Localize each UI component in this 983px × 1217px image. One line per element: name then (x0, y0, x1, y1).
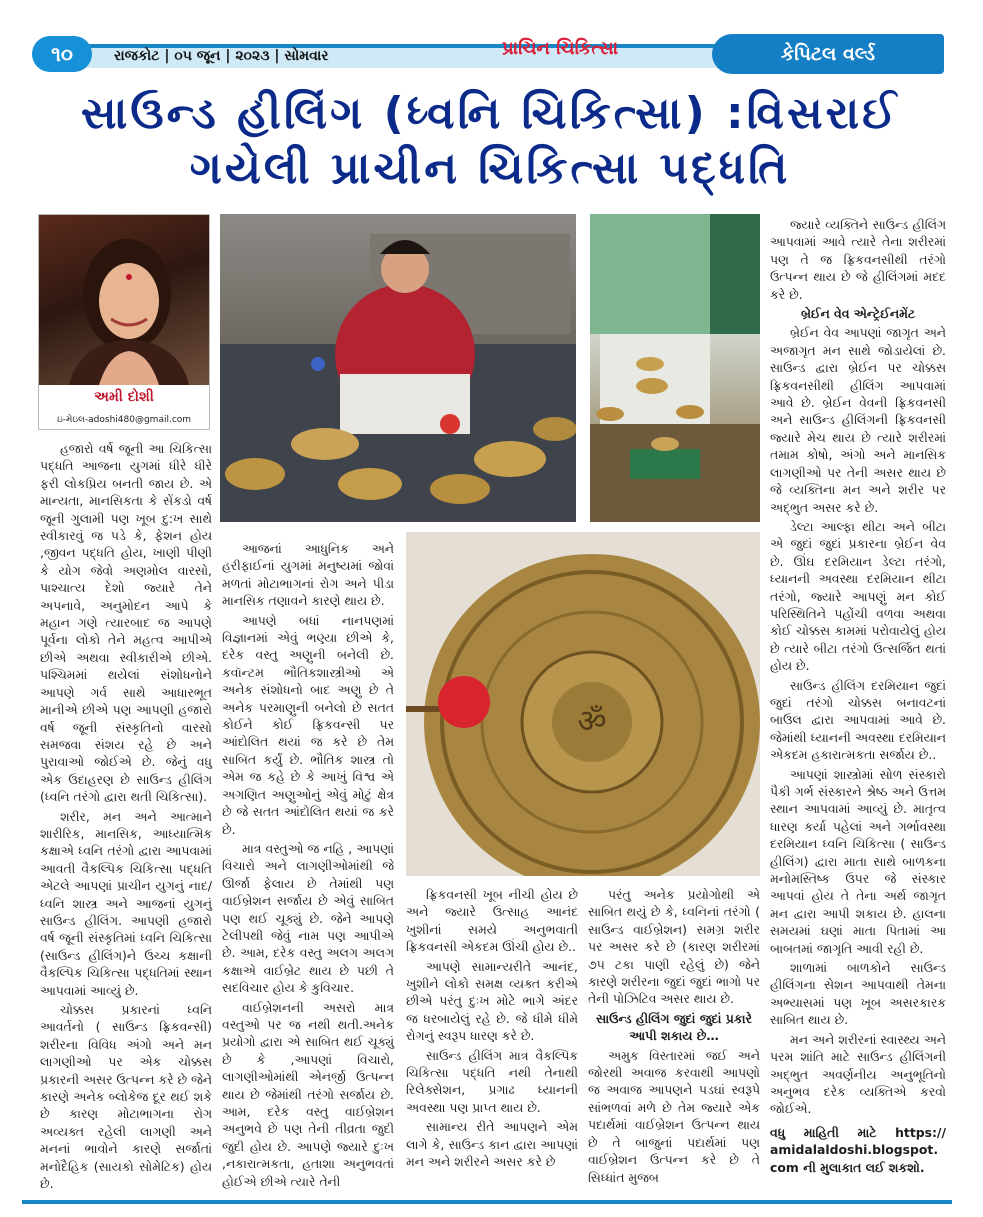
svg-text:ॐ: ॐ (577, 702, 607, 740)
paragraph: સાઉન્ડ હીલિંગ દરમિયાન જુદાં જુદાં તરંગો ચોક્કસ બનાવટનાં બાઉલ દ્વારા આપવામાં આવે છે. જેમાંથી ધ્યાનની અવસ્થા દરમિયાન એકદમ હકારાત્મકતા સર્જાય છે.. (770, 677, 946, 763)
paragraph: હજારો વર્ષ જૂની આ ચિકિત્સા પદ્ધતિ આજના યુગમાં ધીરે ધીરે ફરી લોકપ્રિય બનતી જાય છે. એ માન્યતા, માનસિકતા કે સેંકડો વર્ષ જૂની ગુલામી પણ ખૂબ દુ:ખ સાથે સ્વીકારવું જ પડે કે, ફેશન હોય ,જીવન પદ્ધતિ હોય, ખાણી પીણી કે યોગ જેવો અણમોલ વારસો, પાશ્ચાત્ય દેશો જ્યારે તેને અપનાવે, અનુમોદન આપે કે મહાન ગણે ત્યારબાદ જ આપણે પૂર્વના લોકો તેને મહત્વ આપીએ છીએ અથવા સ્વીકારીએ છીએ. પશ્ચિમમાં થયેલાં સંશોધનોને આપણે ગર્વ સાથે આધારભૂત માનીએ છીએ પણ આપણી હજારો વર્ષ જૂની સંસ્કૃતિનો વારસો સમજવા સંશય રહે છે અને પુરાવાઓ જોઈએ છે. જેનું વધુ એક ઉદાહરણ છે સાઉન્ડ હીલિંગ (ધ્વનિ તરંગો દ્વારા થતી ચિકિત્સા). (40, 441, 212, 805)
article-column-2 (222, 540, 394, 1192)
paragraph: ચોક્કસ પ્રકારનાં ધ્વનિ આવર્તનો ( સાઉન્ડ ફ્રિકવન્સી) શરીરના વિવિધ અંગો અને મન લાગણીઓ પર એક ચોક્કસ પ્રકારની અસર ઉત્પન્ન કરે છે જેને કારણે અનેક બ્લોકેજ દૂર થઈ શકે છે કારણ મોટાભાગના રોગ અવ્યક્ત રહેલી લાગણી અને મનનાં ભાવોને કારણે સર્જાતાં મનોદૈહિક (સાયકો સોમેટિક) હોય છે. (40, 1002, 212, 1192)
paragraph: સામાન્ય રીતે આપણને એમ લાગે કે, સાઉન્ડ કાન દ્વારા આપણાં મન અને શરીરને અસર કરે છે (406, 1119, 578, 1170)
paragraph: અમુક વિસ્તારમાં જઈ અને જોરથી અવાજ કરવાથી આપણો જ અવાજ આપણને પડઘાં સ્વરૂપે સાંભળવાં મળે છે તેમ જ્યારે એક પદાર્થમાં વાઈબ્રેશન ઉત્પન્ન થાય છે તે બાજુનાં પદાર્થમાં પણ વાઈબ્રેશન ઉત્પન્ન કરે છે તે સિધ્ધાંત મુજબ (588, 1047, 760, 1185)
page-number: ૧૦ (32, 36, 92, 72)
paragraph: સાઉન્ડ હીલિંગ માત્ર વૈકલ્પિક ચિકિત્સા પદ્ધતિ નથી તેનાથી રિલેક્સેશન, પ્રગાઢ ધ્યાનની અવસ્થા પણ પ્રાપ્ત થાય છે. (406, 1047, 578, 1115)
headline-line-2: ગયેલી પ્રાચીન ચિકિત્સા પદ્ધતિ (189, 143, 791, 194)
footer-rule (22, 1200, 952, 1204)
paragraph: બ્રેઈન વેવ આપણાં જાગૃત અને અજાગૃત મન સાથે જોડાયેલાં છે. સાઉન્ડ દ્વારા બ્રેઈન પર ચોક્કસ ફ્રિકવનસીથી હીલિંગ આપવામાં આવે છે. બ્રેઈન વેવની ફ્રિકવનસી અને સાઉન્ડ હીલિંગની ફ્રિકવનસી જ્યારે મેચ થાય છે ત્યારે શરીરમાં તમામ કોષો, અંગો અને માનસિક લાગણીઓ પર તેની અસર થાય છે જે વ્યક્તિના મન અને શરીર પર અદ્ભુત અસર કરે છે. (770, 325, 946, 515)
singing-bowls-session-icon (220, 214, 576, 522)
author-photo (39, 215, 209, 385)
paragraph: શરીર, મન અને આત્માને શારીરિક, માનસિક, આધ્યાત્મિક કક્ષાએ ધ્વનિ તરંગો દ્વારા આપવામાં આવતી વૈકલ્પિક ચિકિત્સા પદ્ધતિ એટલે આપણાં પ્રાચીન યુગનું નાદ/ધ્વનિ શાસ્ત્ર અને આજનાં યુગનું સાઉન્ડ હીલિંગ. આપણી હજારો વર્ષ જૂની સંસ્કૃતિમાં ધ્વનિ ચિકિત્સા (સાઉન્ડ હીલિંગ)ને ઉચ્ચ કક્ષાની વૈકલ્પિક ચિકિત્સા પદ્ધતિમાં સ્થાન આપવામાં આવ્યું છે. (40, 808, 212, 998)
article-column-4 (588, 886, 760, 1188)
photo-sound-healing-session (220, 214, 576, 522)
photo-healing-room (590, 214, 760, 522)
author-name: અમી દોશી (39, 385, 209, 409)
paragraph: ડેલ્ટા આલ્ફા થીટા અને બીટા એ જુદાં જુદાં પ્રકારના બ્રેઈન વેવ છે. ઊંઘ દરમિયાન ડેલ્ટા તરંગો, ધ્યાનની અવસ્થા દરમિયાન થીટા તરંગો, જ્યારે આપણું મન કોઈ પરિસ્થિતિને પહોંચી વળવા અથવા કોઈ ચોક્કસ કામમાં પરોવાયેલું હોય છે ત્યારે બીટા તરંગો ઉત્સર્જિત થતાં હોય છે. (770, 518, 946, 674)
paragraph: શાળામાં બાળકોને સાઉન્ડ હીલિંગના સેશન આપવાથી તેમના અભ્યાસમાં પણ ખૂબ અસરકારક સાબિત થાય છે. (770, 960, 946, 1028)
more-info-link[interactable]: વધુ માહિતી માટે https:// amidalaldoshi.blogspot. com ની મુલાકાત લઈ શકશો. (770, 1124, 946, 1175)
author-box (38, 214, 210, 430)
headline-line-1: સાઉન્ડ હીલિંગ (ધ્વનિ ચિકિત્સા) :વિસરાઈ (80, 88, 900, 139)
paragraph: વાઈબ્રેશનની અસરો માત્ર વસ્તુઓ પર જ નથી થતી.અનેક પ્રયોગો દ્વારા એ સાબિત થઈ ચૂક્યું છે કે ,આપણાં વિચારો, લાગણીઓમાંથી એનર્જી ઉત્પન્ન થાય છે જેમાંથી તરંગો સર્જાય છે. આમ, દરેક વસ્તુ વાઈબ્રેશન અનુભવે છે પણ તેની તીવ્રતા જુદી જુદી હોય છે. આપણે જ્યારે દુઃખ ,નકારાત્મકતા, હતાશા અનુભવતાં હોઈએ છીએ ત્યારે તેની (222, 999, 394, 1189)
author-email: ઇ-મેઇલ-adoshi480@gmail.com (56, 415, 192, 425)
paragraph: માત્ર વસ્તુઓ જ નહિ , આપણાં વિચારો અને લાગણીઓમાંથી જે ઊર્જા ફેલાય છે તેમાંથી પણ વાઈબ્રેશન સર્જાય છે એવું સાબિત પણ થઈ ચૂક્યું છે. જેને આપણે ટેલીપથી જેવું નામ પણ આપીએ છે. આમ, દરેક વસ્તુ અલગ અલગ કક્ષાએ વાઈબ્રેટ થાય છે પછી તે સદવિચાર હોય કે કુવિચાર. (222, 840, 394, 996)
paragraph: આજનાં આધુનિક અને હરીફાઈનાં યુગમાં મનુષ્યમાં જોવાં મળતાં મોટાભાગનાં રોગ અને પીડા માનસિક તણાવને કારણે થાય છે. (222, 541, 394, 609)
paragraph: જ્યારે વ્યક્તિને સાઉન્ડ હીલિંગ આપવામાં આવે ત્યારે તેના શરીરમાં પણ તે જ ફ્રિકવનસીથી તરંગો ઉત્પન્ન થાય છે જે હીલિંગમાં મદદ કરે છે. (770, 217, 946, 302)
subheading: સાઉન્ડ હીલિંગ જુદાં જુદાં પ્રકારે આપી શકાય છે… (596, 1010, 752, 1044)
paragraph: આપણાં શાસ્ત્રોમાં સોળ સંસ્કારો પૈકી ગર્ભ સંસ્કારને શ્રેષ્ઠ અને ઉત્તમ સ્થાન આપવામાં આવ્યું છે. માતૃત્વ ધારણ કર્યા પહેલાં અને ગર્ભાવસ્થા દરમિયાન ધ્વનિ ચિકિત્સા ( સાઉન્ડ હીલિંગ) દ્વારા માતા સાથે બાળકના મનોમસ્તિષ્ક ઉપર જે સંસ્કાર આપવાં હોય તે તેના અર્થ જાગૃત મન દ્વારા આપી શકાય છે. હાલના સમયમાં ઘણાં માતા પિતામાં આ બાબતમાં જાગૃતિ આવી રહી છે. (770, 766, 946, 956)
page-header (22, 30, 944, 74)
dateline: રાજકોટ | ૦૫ જૂન | ૨૦૨૩ | સોમવાર (114, 48, 329, 64)
headline (30, 88, 950, 198)
subheading: બ્રેઈન વેવ એન્ટ્રેઈનમેંટ (800, 306, 916, 322)
paragraph: આપણે બધાં નાનપણમાં વિજ્ઞાનમાં એવું ભણ્યા છીએ કે, દરેક વસ્તુ અણુની બનેલી છે. કવૉન્ટમ ભૌતિકશાસ્ત્રીઓ એ અનેક સંશોધનો બાદ અણુ છે તે અનેક પરમાણુની બનેલો છે સતત કોઈને કોઈ ફ્રિકવન્સી પર આંદોલિત થયાં જ કરે છે તેમ સાબિત કર્યું છે. ભૌતિક શાસ્ત્ર તો એમ જ કહે છે કે આખું વિશ્વ એ અગણિત અણુઓનું એવું મોટું ક્ષેત્ર છે જે સતત આંદોલિત થયાં જ કરે છે. (222, 612, 394, 837)
article-column-5 (770, 216, 946, 1178)
photo-gong (406, 532, 760, 876)
article-column-3 (406, 886, 578, 1173)
gong-icon (406, 532, 760, 876)
paragraph: ફ્રિકવનસી ખૂબ નીચી હોય છે અને જ્યારે ઉત્સાહ આનંદ ખુશીનાં સમયે અનુભવાતી ફ્રિકવનસી એકદમ ઊંચી હોય છે.. (406, 887, 578, 955)
paragraph: આપણે સામાન્યરીતે આનંદ, ખુશીને લોકો સમક્ષ વ્યક્ત કરીએ છીએ પરંતુ દુઃખ મોટે ભાગે અંદર જ ધરબાયેલું રહે છે. જે ધીમે ધીમે રોગનું સ્વરૂપ ધારણ કરે છે. (406, 958, 578, 1044)
paragraph: પરંતુ અનેક પ્રયોગોથી એ સાબિત થયું છે કે, ધ્વનિનાં તરંગો ( સાઉન્ડ વાઈબ્રેશન) સમગ્ર શરીર પર અસર કરે છે (કારણ શરીરમાં ૭૫ ટકા પાણી રહેલું છે) જેને કારણે શરીરના જુદાં જુદાં ભાગો પર તેની પોઝિટિવ અસર થાય છે. (588, 887, 760, 1007)
healing-room-bowls-icon (590, 214, 760, 522)
author-portrait-icon (39, 215, 209, 385)
brand-logo: કેપિટલ વર્લ્ડ (712, 34, 944, 74)
section-title: પ્રાચિન ચિકિત્સા (502, 38, 618, 59)
article-column-1 (40, 440, 212, 1194)
paragraph: મન અને શરીરનાં સ્વાસ્થ્ય અને પરમ શાંતિ માટે સાઉન્ડ હીલિંગની અદ્ભુત અવર્ણનીય અનુભૂતિનો અનુભવ દરેક વ્યક્તિએ કરવો જોઈએ. (770, 1031, 946, 1117)
